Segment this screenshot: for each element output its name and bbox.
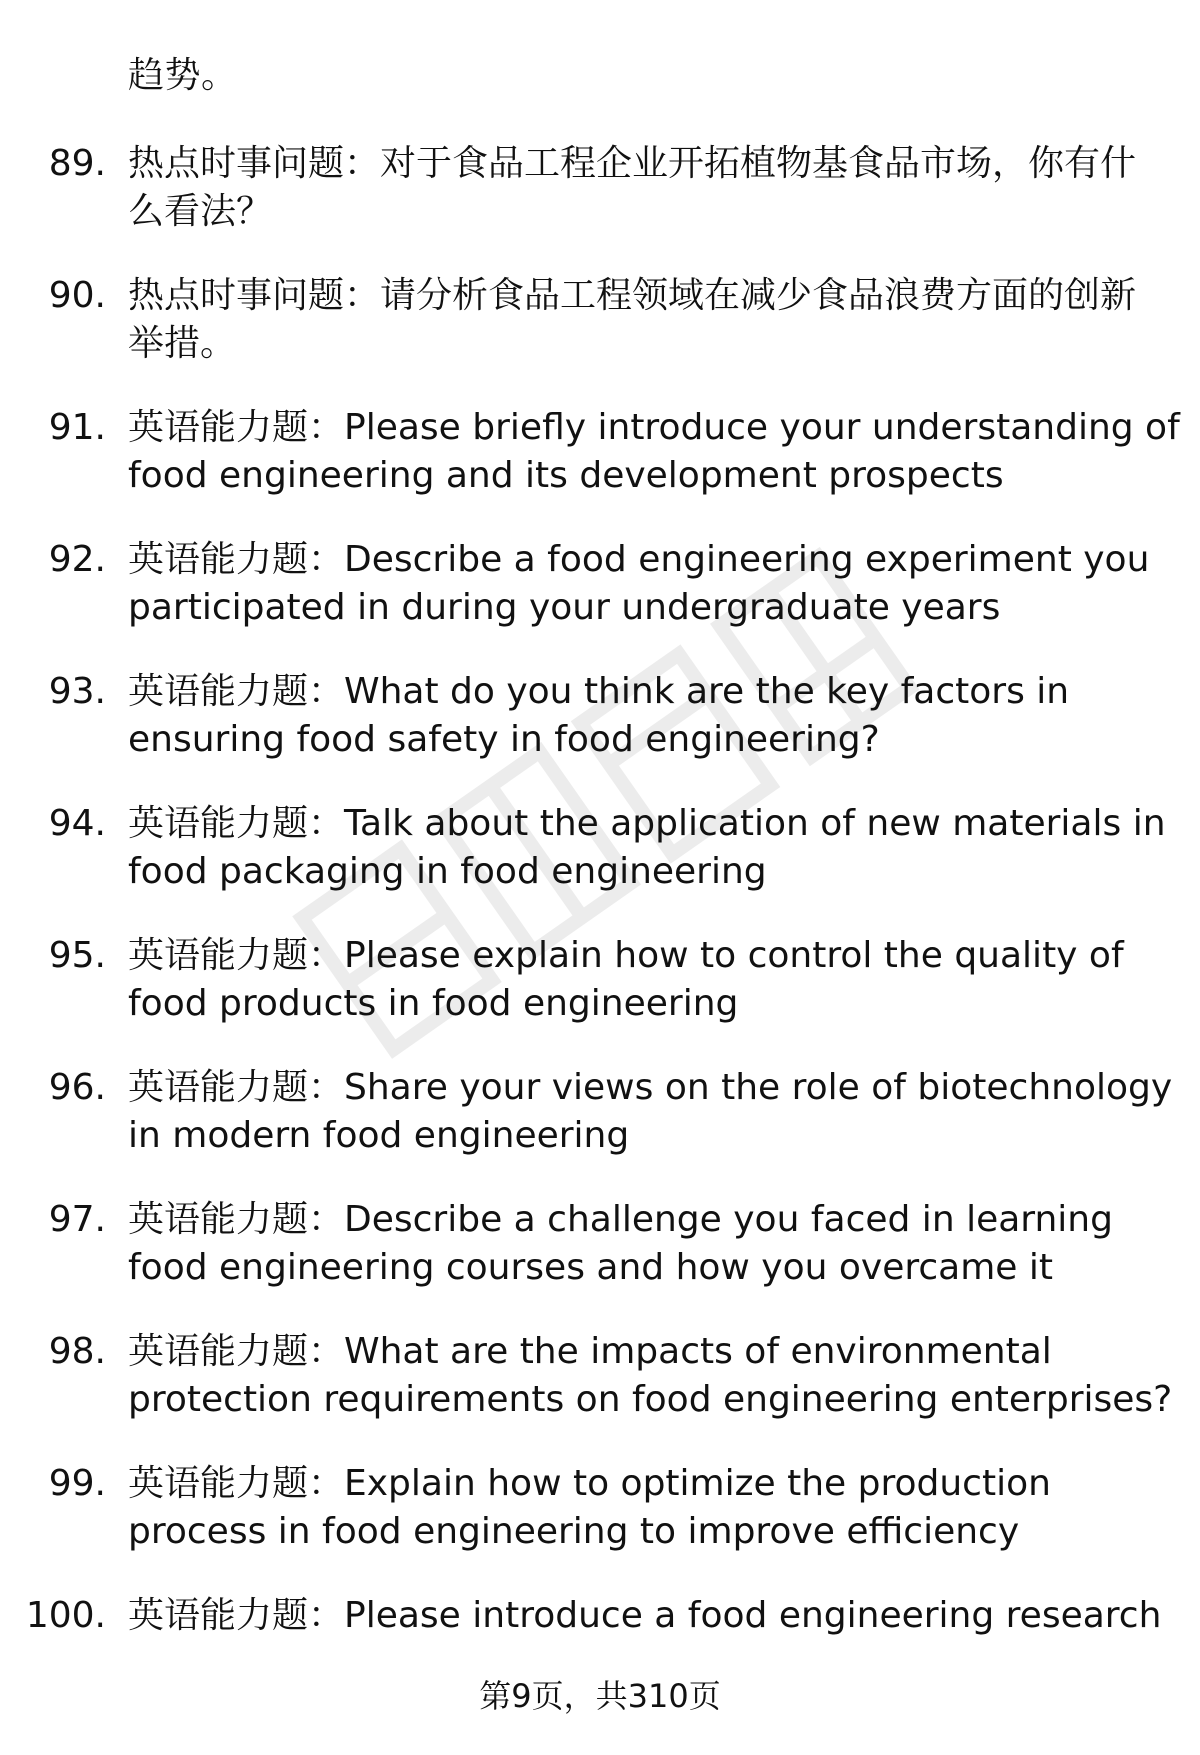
question-line: 英语能力题：Talk about the application of new materials in [128, 803, 1166, 844]
question-line: participated in during your undergraduate years [128, 587, 1001, 628]
question-line: in modern food engineering [128, 1115, 630, 1156]
question-text [128, 140, 1168, 236]
question-line: 热点时事问题：请分析食品工程领域在减少食品浪费方面的创新 [128, 275, 1137, 316]
question-line: food engineering and its development prospects [128, 455, 1004, 496]
question-line: 英语能力题：Describe a challenge you faced in learning [128, 1199, 1113, 1240]
question-number: 90. [48, 275, 106, 316]
question-number: 98. [48, 1331, 106, 1372]
question-number: 97. [48, 1199, 106, 1240]
question-line: 英语能力题：Please introduce a food engineering research [128, 1595, 1162, 1636]
question-number: 94. [48, 803, 106, 844]
question-number: 89. [48, 143, 106, 184]
question-list [0, 140, 1200, 1724]
question-text [128, 404, 1180, 500]
question-line: 热点时事问题：对于食品工程企业开拓植物基食品市场，你有什 [128, 143, 1137, 184]
question-text [128, 932, 1168, 1028]
question-number: 91. [48, 407, 106, 448]
question-item [0, 1460, 1200, 1592]
page-footer: 第9页，共310页 [479, 1677, 721, 1715]
question-line: 英语能力题：Please explain how to control the quality of [128, 935, 1124, 976]
question-line: process in food engineering to improve efficiency [128, 1511, 1020, 1552]
question-line: food packaging in food engineering [128, 851, 767, 892]
question-line: 举措。 [128, 323, 237, 364]
continuation-text: 趋势。 [128, 55, 238, 96]
question-text [128, 536, 1168, 632]
question-line: 英语能力题：Share your views on the role of biotechnology [128, 1067, 1173, 1108]
question-line: 么看法？ [128, 191, 273, 232]
question-text [128, 272, 1168, 368]
question-text [128, 1064, 1173, 1160]
question-line: 英语能力题：What do you think are the key factors in [128, 671, 1070, 712]
question-item [0, 140, 1200, 272]
question-item [0, 1328, 1200, 1460]
question-line: ensuring food safety in food engineering? [128, 719, 880, 760]
question-text [128, 800, 1168, 896]
question-text [128, 1196, 1168, 1292]
question-number: 96. [48, 1067, 106, 1108]
question-item [0, 800, 1200, 932]
question-item [0, 668, 1200, 800]
question-item [0, 932, 1200, 1064]
question-text [128, 1328, 1173, 1424]
question-number: 100. [25, 1595, 106, 1636]
question-line: food engineering courses and how you overcame it [128, 1247, 1054, 1288]
question-number: 95. [48, 935, 106, 976]
question-line: food products in food engineering [128, 983, 739, 1024]
question-item [0, 404, 1200, 536]
question-line: 英语能力题：What are the impacts of environmental [128, 1331, 1052, 1372]
question-text [128, 1592, 1168, 1640]
question-item [0, 1196, 1200, 1328]
question-item [0, 536, 1200, 668]
question-item [0, 1064, 1200, 1196]
question-line: 英语能力题：Explain how to optimize the production [128, 1463, 1051, 1504]
question-text [128, 1460, 1168, 1556]
question-item [0, 272, 1200, 404]
question-text [128, 668, 1168, 764]
question-number: 92. [48, 539, 106, 580]
question-line: 英语能力题：Please briefly introduce your understanding of [128, 407, 1180, 448]
question-line: 英语能力题：Describe a food engineering experiment you [128, 539, 1150, 580]
question-number: 93. [48, 671, 106, 712]
question-line: protection requirements on food engineering enterprises? [128, 1379, 1173, 1420]
question-number: 99. [48, 1463, 106, 1504]
